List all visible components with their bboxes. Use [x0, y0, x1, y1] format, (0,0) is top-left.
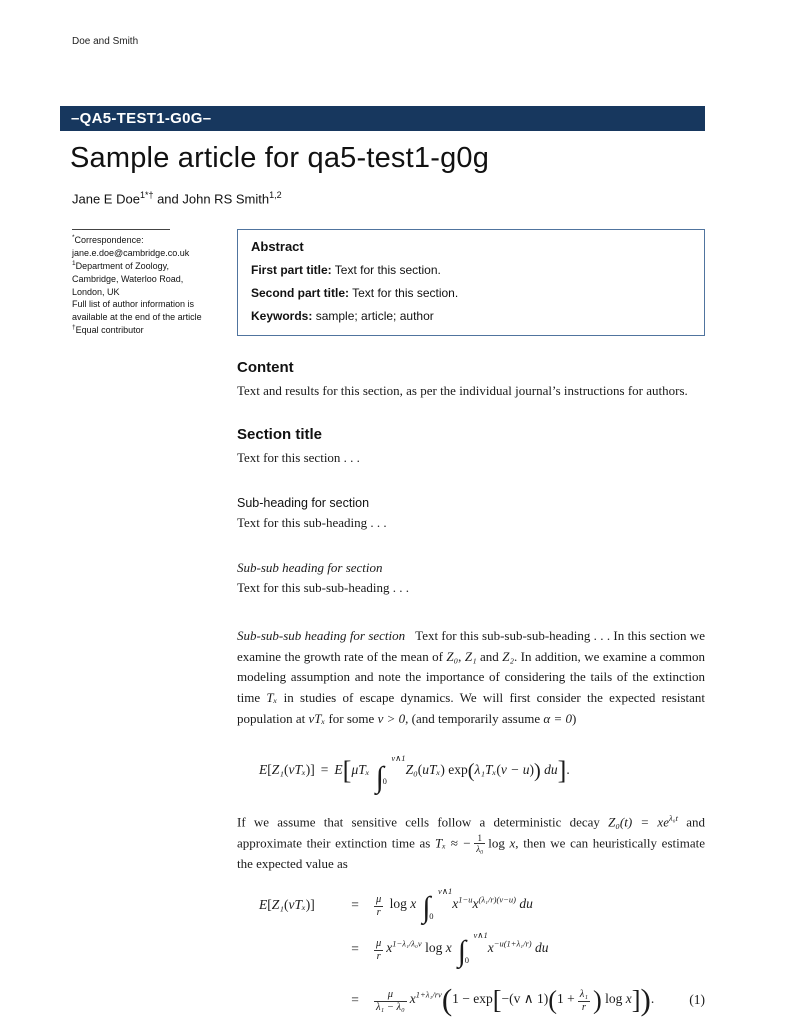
- integral-lower-limit: 0: [464, 955, 469, 966]
- big-paren: (: [548, 985, 558, 1015]
- equation-rhs: [371, 931, 667, 967]
- math-token: (: [496, 761, 501, 777]
- math-token: ): [529, 761, 534, 777]
- inline-math: Z₂: [502, 648, 514, 664]
- banner-label: –QA5-TEST1-G0G–: [71, 110, 212, 127]
- paragraph-text: , (and temporarily assume: [405, 710, 544, 726]
- fraction-denominator: r: [374, 950, 383, 963]
- superscript: 1−λ₁/λ₀v: [392, 938, 422, 949]
- math-token: x: [386, 940, 393, 956]
- math-token: ]: [310, 897, 315, 913]
- equation-lhs: [237, 894, 339, 916]
- abstract-item-text: sample; article; author: [312, 309, 434, 323]
- sidebar-text: Department of Zoology,: [75, 260, 170, 271]
- big-bracket: ]: [557, 755, 567, 785]
- footnote-marker: †: [72, 324, 76, 332]
- math-token: ): [440, 761, 445, 777]
- math-token: Z₁: [271, 761, 284, 777]
- math-token: x: [410, 896, 417, 912]
- author-1-affiliations: 1*†: [139, 190, 154, 200]
- math-token: ): [305, 761, 311, 777]
- math-token: log: [488, 835, 505, 851]
- article-body: [237, 359, 705, 1028]
- integral-sign: ∫: [422, 891, 431, 925]
- math-token: (: [283, 761, 289, 777]
- run-in-heading: Sub-sub-sub heading for section: [237, 627, 406, 643]
- math-token: −(v ∧ 1): [501, 991, 549, 1007]
- integral-upper-limit: v∧1: [438, 886, 453, 897]
- abstract-item-label: First part title:: [251, 263, 332, 277]
- math-token: λ₁Tₓ: [474, 761, 497, 777]
- inline-math: vTₓ: [308, 710, 326, 726]
- inline-math-superscript: λ₀t: [668, 812, 678, 823]
- math-token: E: [259, 761, 268, 777]
- math-token: log: [389, 896, 407, 912]
- math-token: log: [605, 991, 623, 1007]
- integral-sign: ∫: [375, 761, 384, 795]
- math-token: .: [650, 991, 655, 1007]
- sidebar-text: London, UK: [72, 286, 120, 297]
- math-token: (: [417, 761, 423, 777]
- math-token: E: [334, 761, 343, 777]
- display-equation: [237, 746, 705, 796]
- math-token: du: [519, 896, 533, 912]
- paragraph-text: Text for this sub-sub-sub-heading . . . In this section we examine the growth rate of the mean of: [237, 627, 706, 664]
- sidebar-line: [72, 298, 220, 311]
- math-token: 1 +: [557, 991, 575, 1007]
- math-token: μTₓ: [351, 761, 370, 777]
- sub-sub-heading: Sub-sub heading for section: [237, 560, 383, 576]
- author-1: Jane E Doe: [72, 191, 140, 207]
- inline-math: Z₁: [464, 648, 477, 664]
- fraction-denominator: r: [578, 1001, 590, 1014]
- sub-heading: Sub-heading for section: [237, 495, 370, 510]
- section-title-heading: Section title: [237, 425, 323, 443]
- big-bracket: [: [342, 755, 352, 785]
- fraction: [374, 989, 407, 1014]
- fraction-denominator: λ₁ − λ₀: [376, 1001, 405, 1013]
- paragraph-text: for some: [325, 710, 378, 726]
- integral: [374, 752, 406, 795]
- sidebar-line: [72, 324, 220, 337]
- equation-row: [237, 887, 705, 923]
- sidebar-line: [72, 311, 220, 324]
- math-token: E: [259, 897, 268, 913]
- paragraph-text: and: [476, 648, 503, 664]
- equation-rhs: [371, 975, 667, 1025]
- inline-math: x: [509, 835, 516, 851]
- math-token: [: [267, 761, 272, 777]
- footnote-marker: 1: [72, 259, 76, 267]
- math-token: 1 − exp: [452, 991, 493, 1007]
- math-token: x: [487, 940, 494, 956]
- author-line: [72, 190, 282, 206]
- sidebar-text: available at the end of the article: [72, 312, 202, 323]
- math-token: (: [283, 897, 289, 913]
- equation-row: [237, 931, 705, 967]
- author-2: John RS Smith: [182, 191, 270, 207]
- math-token: log: [425, 940, 443, 956]
- sidebar-text: Equal contributor: [75, 325, 144, 336]
- fraction: [374, 938, 383, 963]
- superscript: −u(1+λ₁/r): [493, 938, 532, 949]
- sub-sub-sub-paragraph: [237, 626, 705, 730]
- math-token: vTₓ: [288, 761, 306, 777]
- sidebar-divider: [72, 229, 170, 230]
- abstract-item: [251, 309, 691, 323]
- integral-upper-limit: v∧1: [391, 753, 406, 764]
- footnote-marker: *: [72, 234, 75, 241]
- math-token: ]: [310, 761, 315, 777]
- inline-math: Tₓ: [266, 690, 278, 706]
- big-bracket: [: [492, 985, 502, 1015]
- author-2-affiliations: 1,2: [269, 190, 282, 200]
- integral-lower-limit: 0: [429, 911, 434, 922]
- math-token: Z₀: [405, 761, 418, 777]
- article-type-banner: [60, 106, 705, 131]
- math-token: v − u: [500, 761, 530, 777]
- sidebar-text: Full list of author information is: [72, 299, 195, 310]
- paragraph-text: , then we can heuristically estimate the expected value as: [237, 835, 705, 872]
- inline-math: Tₓ ≈ −: [435, 835, 472, 851]
- sub-heading-paragraph: Text for this sub-heading . . .: [237, 514, 387, 530]
- math-token: x: [452, 896, 459, 912]
- sidebar-text: Correspondence:: [74, 235, 144, 245]
- inline-math: α = 0: [543, 710, 572, 726]
- content-heading: Content: [237, 359, 294, 376]
- integral: [420, 886, 453, 925]
- fraction-numerator: μ: [376, 937, 382, 949]
- equals-sign: =: [351, 897, 359, 913]
- big-paren: (: [467, 759, 475, 782]
- sidebar-line: [72, 234, 220, 247]
- math-token: exp: [448, 761, 468, 777]
- integral: [456, 931, 486, 967]
- article-title: Sample article for qa5-test1-g0g: [70, 142, 490, 174]
- equals-sign: =: [351, 941, 359, 957]
- big-paren: ): [593, 985, 602, 1015]
- equation-number: (1): [689, 992, 705, 1008]
- numbered-equation-block: [237, 887, 705, 1025]
- math-token: du: [535, 940, 549, 956]
- math-token: x: [472, 896, 479, 912]
- inline-math: Z₀(t) = xe: [608, 814, 669, 830]
- abstract-item-label: Keywords:: [251, 309, 313, 323]
- superscript: 1+λ₁/rv: [415, 989, 442, 1000]
- big-bracket: ]: [631, 985, 641, 1015]
- fraction-numerator: 1: [477, 832, 482, 843]
- math-token: uTₓ: [422, 761, 441, 777]
- sidebar-line: [72, 273, 220, 286]
- math-token: x: [409, 991, 416, 1007]
- sidebar-text: Cambridge, Waterloo Road,: [72, 273, 184, 284]
- superscript: (λ₁/r)(v−u): [478, 894, 516, 905]
- fraction-denominator: λ₀: [476, 843, 484, 854]
- paragraph-text: . In addition, we examine a common modeling assumption and note the importance of considering the tails of the extinction time: [237, 648, 706, 706]
- equals-sign: =: [320, 761, 329, 777]
- equation-rhs: [371, 887, 667, 923]
- math-token: x: [625, 991, 632, 1007]
- integral-sign: ∫: [457, 935, 466, 969]
- fraction-numerator: μ: [387, 989, 393, 1000]
- math-token: du: [544, 761, 558, 777]
- correspondence-email: jane.e.doe@cambridge.co.uk: [72, 247, 190, 258]
- fraction-numerator: μ: [376, 893, 382, 905]
- abstract-item-label: Second part title:: [251, 286, 350, 300]
- abstract-item-text: Text for this section.: [331, 263, 441, 277]
- paragraph-text: in studies of escape dynamics. We will first consider the expected resistant population at: [237, 690, 705, 726]
- big-paren: ): [640, 982, 651, 1018]
- abstract-item: [251, 263, 691, 277]
- sidebar-line: [72, 260, 220, 273]
- fraction-denominator: r: [374, 906, 383, 919]
- integral-lower-limit: 0: [382, 776, 387, 787]
- math-token: vTₓ: [288, 897, 306, 913]
- big-paren: (: [441, 982, 453, 1018]
- correspondence-sidebar: [72, 229, 220, 337]
- paragraph-text: ): [571, 710, 577, 726]
- paragraph-text: If we assume that sensitive cells follow a deterministic decay: [237, 814, 609, 830]
- content-paragraph: Text and results for this section, as per the individual journal’s instructions for authors.: [237, 383, 688, 398]
- equation-row: [237, 975, 705, 1025]
- math-token: .: [566, 761, 570, 777]
- integral-upper-limit: v∧1: [473, 930, 488, 941]
- inline-fraction: [474, 833, 485, 854]
- math-token: [: [267, 897, 272, 913]
- fraction: [578, 989, 590, 1014]
- paragraph-text: ,: [458, 648, 465, 664]
- abstract-item: [251, 286, 691, 300]
- running-head: Doe and Smith: [72, 36, 139, 47]
- equals-sign: =: [351, 992, 359, 1008]
- math-token: x: [445, 940, 452, 956]
- sub-sub-heading-paragraph: Text for this sub-sub-heading . . .: [237, 579, 410, 595]
- big-paren: ): [534, 759, 541, 782]
- assumption-paragraph: [237, 812, 705, 875]
- section-paragraph: Text for this section . . .: [237, 449, 360, 465]
- fraction: [374, 894, 383, 919]
- abstract-item-text: Text for this section.: [349, 286, 459, 300]
- inline-math: v > 0: [377, 710, 406, 726]
- paragraph-text: and approximate their extinction time as: [237, 814, 705, 851]
- sidebar-line: [72, 286, 220, 299]
- inline-math: Z₀: [446, 648, 459, 664]
- superscript: 1−u: [458, 894, 473, 905]
- math-token: ): [305, 897, 311, 913]
- math-token: Z₁: [271, 897, 284, 913]
- abstract-heading: Abstract: [251, 239, 304, 254]
- abstract-box: [237, 229, 705, 336]
- fraction-numerator: λ₁: [579, 989, 588, 1000]
- author-conjunction: and: [153, 191, 183, 207]
- sidebar-line: [72, 247, 220, 260]
